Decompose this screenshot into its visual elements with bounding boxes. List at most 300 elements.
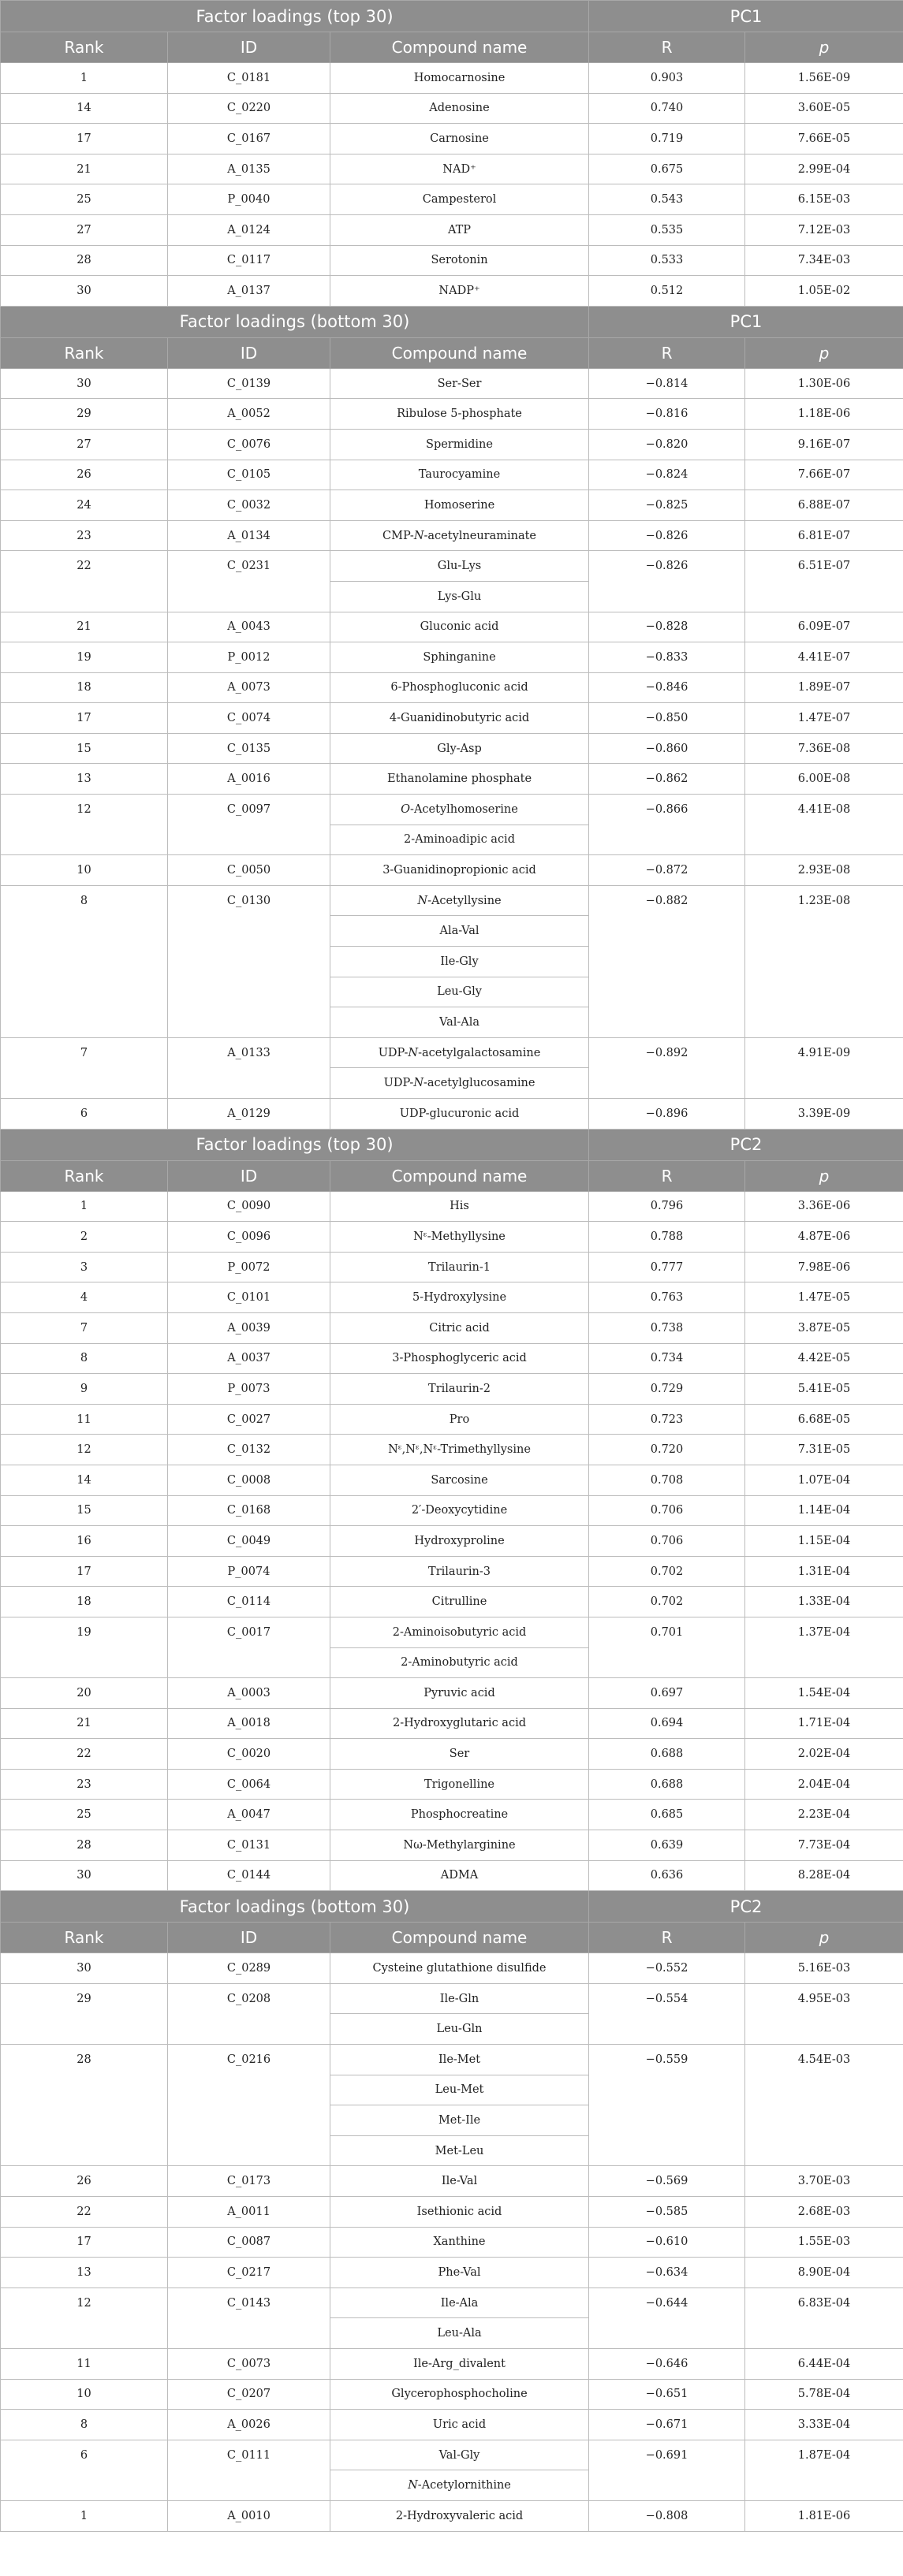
- p-value-cell: 4.54E-03: [745, 2045, 903, 2166]
- p-value-cell: 1.56E-09: [745, 63, 903, 94]
- compound-name-cell: Leu-Gln: [330, 2014, 589, 2045]
- compound-name-cell: Sarcosine: [330, 1465, 589, 1495]
- compound-name-cell: ATP: [330, 214, 589, 245]
- table-row: [1, 460, 903, 490]
- rank-cell: 6: [1, 1099, 168, 1130]
- r-value-cell: −0.651: [589, 2379, 745, 2410]
- column-header-p: p: [745, 1160, 903, 1191]
- p-value-cell: 1.30E-06: [745, 368, 903, 399]
- compound-name-cell: Phosphocreatine: [330, 1800, 589, 1830]
- column-header-name: Compound name: [330, 337, 589, 368]
- r-value-cell: 0.720: [589, 1435, 745, 1465]
- r-value-cell: −0.828: [589, 612, 745, 642]
- compound-name-cell: 6-Phosphogluconic acid: [330, 672, 589, 703]
- r-value-cell: 0.701: [589, 1617, 745, 1677]
- p-value-cell: 6.00E-08: [745, 764, 903, 795]
- r-value-cell: −0.646: [589, 2348, 745, 2379]
- table-row: [1, 2500, 903, 2531]
- id-cell: C_0050: [168, 855, 330, 886]
- compound-name-cell: Lys-Glu: [330, 581, 589, 612]
- r-value-cell: 0.706: [589, 1526, 745, 1557]
- p-value-cell: 2.99E-04: [745, 154, 903, 184]
- column-header-id: ID: [168, 1923, 330, 1953]
- compound-name-cell: Ile-Gln: [330, 1983, 589, 2014]
- p-value-cell: 3.36E-06: [745, 1191, 903, 1222]
- table-row: [1, 1495, 903, 1526]
- rank-cell: 11: [1, 1404, 168, 1435]
- rank-cell: 6: [1, 2440, 168, 2500]
- id-cell: A_0016: [168, 764, 330, 795]
- rank-cell: 15: [1, 733, 168, 764]
- table-row: [1, 2410, 903, 2440]
- p-value-cell: 6.83E-04: [745, 2288, 903, 2348]
- id-cell: C_0114: [168, 1587, 330, 1617]
- id-cell: A_0129: [168, 1099, 330, 1130]
- table-row: [1, 1404, 903, 1435]
- compound-name-cell: Nᵋ-Methyllysine: [330, 1222, 589, 1253]
- compound-name-cell: 5-Hydroxylysine: [330, 1282, 589, 1313]
- compound-name-cell: Leu-Ala: [330, 2318, 589, 2349]
- p-value-cell: 6.15E-03: [745, 184, 903, 215]
- r-value-cell: −0.833: [589, 642, 745, 673]
- p-value-cell: 3.39E-09: [745, 1099, 903, 1130]
- p-value-cell: 7.34E-03: [745, 245, 903, 276]
- id-cell: C_0132: [168, 1435, 330, 1465]
- table-row: [1, 1860, 903, 1891]
- table-row: [1, 2379, 903, 2410]
- compound-name-cell: 3-Guanidinopropionic acid: [330, 855, 589, 886]
- id-cell: C_0049: [168, 1526, 330, 1557]
- r-value-cell: 0.533: [589, 245, 745, 276]
- id-cell: C_0216: [168, 2045, 330, 2166]
- column-header-rank: Rank: [1, 1923, 168, 1953]
- r-value-cell: 0.702: [589, 1587, 745, 1617]
- p-value-cell: 6.09E-07: [745, 612, 903, 642]
- table-row: [1, 214, 903, 245]
- table-row: [1, 1587, 903, 1617]
- id-cell: C_0076: [168, 429, 330, 460]
- r-value-cell: −0.671: [589, 2410, 745, 2440]
- rank-cell: 14: [1, 1465, 168, 1495]
- r-value-cell: −0.882: [589, 885, 745, 1037]
- compound-name-cell: Ribulose 5-phosphate: [330, 399, 589, 430]
- section-title: Factor loadings (top 30): [1, 1, 589, 32]
- id-cell: A_0011: [168, 2197, 330, 2228]
- id-cell: C_0117: [168, 245, 330, 276]
- id-cell: C_0144: [168, 1860, 330, 1891]
- section-pc: PC2: [589, 1891, 903, 1923]
- compound-name-cell: Carnosine: [330, 124, 589, 154]
- compound-name-cell: 2-Aminobutyric acid: [330, 1647, 589, 1678]
- id-cell: A_0026: [168, 2410, 330, 2440]
- id-cell: C_0181: [168, 63, 330, 94]
- table-row: [1, 245, 903, 276]
- id-cell: C_0064: [168, 1769, 330, 1800]
- r-value-cell: 0.788: [589, 1222, 745, 1253]
- table-row: [1, 1830, 903, 1861]
- compound-name-cell: Trilaurin-3: [330, 1556, 589, 1587]
- column-header-rank: Rank: [1, 32, 168, 63]
- p-value-cell: 7.73E-04: [745, 1830, 903, 1861]
- p-value-cell: 5.41E-05: [745, 1374, 903, 1405]
- id-cell: C_0231: [168, 551, 330, 612]
- p-value-cell: 9.16E-07: [745, 429, 903, 460]
- compound-name-cell: Gly-Asp: [330, 733, 589, 764]
- table-row: [1, 1800, 903, 1830]
- rank-cell: 22: [1, 551, 168, 612]
- rank-cell: 17: [1, 2227, 168, 2258]
- table-row: [1, 1678, 903, 1709]
- compound-name-cell: 3-Phosphoglyceric acid: [330, 1343, 589, 1374]
- p-value-cell: 1.47E-07: [745, 703, 903, 734]
- id-cell: A_0010: [168, 2500, 330, 2531]
- section-title: Factor loadings (top 30): [1, 1129, 589, 1160]
- rank-cell: 28: [1, 245, 168, 276]
- rank-cell: 12: [1, 2288, 168, 2348]
- rank-cell: 12: [1, 795, 168, 855]
- rank-cell: 17: [1, 703, 168, 734]
- rank-cell: 9: [1, 1374, 168, 1405]
- p-value-cell: 7.66E-07: [745, 460, 903, 490]
- r-value-cell: 0.729: [589, 1374, 745, 1405]
- table-row: [1, 1708, 903, 1739]
- r-value-cell: −0.862: [589, 764, 745, 795]
- r-value-cell: 0.512: [589, 276, 745, 307]
- compound-name-cell: Ile-Met: [330, 2045, 589, 2075]
- p-value-cell: 2.02E-04: [745, 1739, 903, 1770]
- compound-name-cell: Serotonin: [330, 245, 589, 276]
- p-value-cell: 4.91E-09: [745, 1037, 903, 1098]
- table-row: [1, 1739, 903, 1770]
- r-value-cell: −0.892: [589, 1037, 745, 1098]
- column-header-row: [1, 1160, 903, 1191]
- r-value-cell: −0.872: [589, 855, 745, 886]
- column-header-row: [1, 337, 903, 368]
- rank-cell: 8: [1, 885, 168, 1037]
- id-cell: C_0111: [168, 2440, 330, 2500]
- p-value-cell: 7.12E-03: [745, 214, 903, 245]
- compound-name-cell: Phe-Val: [330, 2258, 589, 2288]
- r-value-cell: −0.860: [589, 733, 745, 764]
- rank-cell: 24: [1, 490, 168, 521]
- id-cell: C_0105: [168, 460, 330, 490]
- compound-name-cell: Ile-Ala: [330, 2288, 589, 2318]
- table-row: [1, 1252, 903, 1282]
- compound-name-cell: Spermidine: [330, 429, 589, 460]
- compound-name-cell: UDP-N-acetylglucosamine: [330, 1068, 589, 1099]
- p-value-cell: 1.07E-04: [745, 1465, 903, 1495]
- p-value-cell: 5.16E-03: [745, 1953, 903, 1984]
- id-cell: A_0039: [168, 1312, 330, 1343]
- rank-cell: 28: [1, 2045, 168, 2166]
- p-value-cell: 8.90E-04: [745, 2258, 903, 2288]
- r-value-cell: −0.808: [589, 2500, 745, 2531]
- rank-cell: 23: [1, 520, 168, 551]
- rank-cell: 19: [1, 642, 168, 673]
- p-value-cell: 1.37E-04: [745, 1617, 903, 1677]
- r-value-cell: −0.644: [589, 2288, 745, 2348]
- table-row: [1, 1374, 903, 1405]
- id-cell: A_0043: [168, 612, 330, 642]
- compound-name-cell: Ethanolamine phosphate: [330, 764, 589, 795]
- rank-cell: 20: [1, 1678, 168, 1709]
- compound-name-cell: Trilaurin-1: [330, 1252, 589, 1282]
- p-value-cell: 1.05E-02: [745, 276, 903, 307]
- column-header-p: p: [745, 32, 903, 63]
- p-value-cell: 3.87E-05: [745, 1312, 903, 1343]
- r-value-cell: 0.694: [589, 1708, 745, 1739]
- rank-cell: 29: [1, 399, 168, 430]
- id-cell: C_0097: [168, 795, 330, 855]
- column-header-id: ID: [168, 32, 330, 63]
- section-pc: PC1: [589, 306, 903, 337]
- column-header-name: Compound name: [330, 1160, 589, 1191]
- compound-name-cell: Val-Gly: [330, 2440, 589, 2470]
- rank-cell: 2: [1, 1222, 168, 1253]
- rank-cell: 1: [1, 63, 168, 94]
- p-value-cell: 1.14E-04: [745, 1495, 903, 1526]
- column-header-id: ID: [168, 337, 330, 368]
- table-row: [1, 2440, 903, 2470]
- p-value-cell: 1.89E-07: [745, 672, 903, 703]
- column-header-row: [1, 1923, 903, 1953]
- rank-cell: 8: [1, 1343, 168, 1374]
- id-cell: P_0072: [168, 1252, 330, 1282]
- table-row: [1, 672, 903, 703]
- id-cell: A_0052: [168, 399, 330, 430]
- table-row: [1, 885, 903, 916]
- table-row: [1, 1983, 903, 2014]
- r-value-cell: 0.706: [589, 1495, 745, 1526]
- compound-name-cell: Nω-Methylarginine: [330, 1830, 589, 1861]
- table-row: [1, 154, 903, 184]
- r-value-cell: −0.846: [589, 672, 745, 703]
- table-row: [1, 399, 903, 430]
- r-value-cell: −0.826: [589, 520, 745, 551]
- compound-name-cell: 4-Guanidinobutyric acid: [330, 703, 589, 734]
- table-row: [1, 2045, 903, 2075]
- r-value-cell: −0.634: [589, 2258, 745, 2288]
- id-cell: C_0207: [168, 2379, 330, 2410]
- id-cell: C_0090: [168, 1191, 330, 1222]
- p-value-cell: 1.55E-03: [745, 2227, 903, 2258]
- compound-name-cell: Hydroxyproline: [330, 1526, 589, 1557]
- compound-name-cell: NAD⁺: [330, 154, 589, 184]
- compound-name-cell: Citrulline: [330, 1587, 589, 1617]
- compound-name-cell: Ala-Val: [330, 916, 589, 947]
- rank-cell: 22: [1, 1739, 168, 1770]
- p-value-cell: 6.68E-05: [745, 1404, 903, 1435]
- compound-name-cell: CMP-N-acetylneuraminate: [330, 520, 589, 551]
- id-cell: C_0168: [168, 1495, 330, 1526]
- rank-cell: 13: [1, 764, 168, 795]
- table-row: [1, 795, 903, 825]
- p-value-cell: 1.23E-08: [745, 885, 903, 1037]
- p-value-cell: 4.41E-07: [745, 642, 903, 673]
- column-header-r: R: [589, 337, 745, 368]
- r-value-cell: 0.777: [589, 1252, 745, 1282]
- table-row: [1, 1435, 903, 1465]
- table-row: [1, 551, 903, 582]
- compound-name-cell: Adenosine: [330, 93, 589, 124]
- table-row: [1, 2288, 903, 2318]
- compound-name-cell: N-Acetyllysine: [330, 885, 589, 916]
- r-value-cell: −0.896: [589, 1099, 745, 1130]
- table-row: [1, 1037, 903, 1068]
- r-value-cell: −0.569: [589, 2166, 745, 2197]
- compound-name-cell: Ile-Gly: [330, 947, 589, 977]
- compound-name-cell: Pyruvic acid: [330, 1678, 589, 1709]
- p-value-cell: 4.87E-06: [745, 1222, 903, 1253]
- rank-cell: 22: [1, 2197, 168, 2228]
- id-cell: C_0143: [168, 2288, 330, 2348]
- section-title: Factor loadings (bottom 30): [1, 1891, 589, 1923]
- r-value-cell: −0.552: [589, 1953, 745, 1984]
- id-cell: C_0208: [168, 1983, 330, 2044]
- rank-cell: 17: [1, 124, 168, 154]
- p-value-cell: 3.33E-04: [745, 2410, 903, 2440]
- id-cell: C_0167: [168, 124, 330, 154]
- id-cell: C_0130: [168, 885, 330, 1037]
- rank-cell: 27: [1, 214, 168, 245]
- compound-name-cell: Uric acid: [330, 2410, 589, 2440]
- p-value-cell: 7.98E-06: [745, 1252, 903, 1282]
- compound-name-cell: UDP-glucuronic acid: [330, 1099, 589, 1130]
- table-row: [1, 1191, 903, 1222]
- rank-cell: 10: [1, 855, 168, 886]
- table-row: [1, 368, 903, 399]
- column-header-id: ID: [168, 1160, 330, 1191]
- rank-cell: 17: [1, 1556, 168, 1587]
- r-value-cell: −0.826: [589, 551, 745, 612]
- p-value-cell: 7.66E-05: [745, 124, 903, 154]
- id-cell: C_0096: [168, 1222, 330, 1253]
- compound-name-cell: Ser-Ser: [330, 368, 589, 399]
- rank-cell: 1: [1, 2500, 168, 2531]
- table-row: [1, 1953, 903, 1984]
- compound-name-cell: His: [330, 1191, 589, 1222]
- rank-cell: 29: [1, 1983, 168, 2044]
- p-value-cell: 8.28E-04: [745, 1860, 903, 1891]
- rank-cell: 23: [1, 1769, 168, 1800]
- compound-name-cell: Ser: [330, 1739, 589, 1770]
- table-row: [1, 2258, 903, 2288]
- p-value-cell: 3.70E-03: [745, 2166, 903, 2197]
- section-header: [1, 1129, 903, 1160]
- id-cell: A_0124: [168, 214, 330, 245]
- p-value-cell: 6.51E-07: [745, 551, 903, 612]
- compound-name-cell: Glycerophosphocholine: [330, 2379, 589, 2410]
- r-value-cell: −0.554: [589, 1983, 745, 2044]
- rank-cell: 12: [1, 1435, 168, 1465]
- r-value-cell: 0.688: [589, 1769, 745, 1800]
- p-value-cell: 2.68E-03: [745, 2197, 903, 2228]
- compound-name-cell: 2-Aminoadipic acid: [330, 825, 589, 855]
- id-cell: C_0017: [168, 1617, 330, 1677]
- rank-cell: 25: [1, 184, 168, 215]
- p-value-cell: 6.88E-07: [745, 490, 903, 521]
- compound-name-cell: Nᵋ,Nᵋ,Nᵋ-Trimethyllysine: [330, 1435, 589, 1465]
- id-cell: C_0217: [168, 2258, 330, 2288]
- p-value-cell: 3.60E-05: [745, 93, 903, 124]
- table-row: [1, 612, 903, 642]
- section-header: [1, 306, 903, 337]
- section-header: [1, 1891, 903, 1923]
- compound-name-cell: Taurocyamine: [330, 460, 589, 490]
- p-value-cell: 2.23E-04: [745, 1800, 903, 1830]
- rank-cell: 10: [1, 2379, 168, 2410]
- section-title: Factor loadings (bottom 30): [1, 306, 589, 337]
- r-value-cell: −0.866: [589, 795, 745, 855]
- section-pc: PC2: [589, 1129, 903, 1160]
- table-row: [1, 184, 903, 215]
- p-value-cell: 1.47E-05: [745, 1282, 903, 1313]
- r-value-cell: 0.685: [589, 1800, 745, 1830]
- compound-name-cell: Trilaurin-2: [330, 1374, 589, 1405]
- rank-cell: 21: [1, 1708, 168, 1739]
- r-value-cell: 0.740: [589, 93, 745, 124]
- table-row: [1, 1526, 903, 1557]
- column-header-p: p: [745, 1923, 903, 1953]
- r-value-cell: −0.825: [589, 490, 745, 521]
- table-row: [1, 1556, 903, 1587]
- table-row: [1, 1222, 903, 1253]
- compound-name-cell: NADP⁺: [330, 276, 589, 307]
- p-value-cell: 1.87E-04: [745, 2440, 903, 2500]
- r-value-cell: 0.702: [589, 1556, 745, 1587]
- column-header-r: R: [589, 1160, 745, 1191]
- table-row: [1, 1312, 903, 1343]
- table-row: [1, 733, 903, 764]
- id-cell: C_0101: [168, 1282, 330, 1313]
- compound-name-cell: Met-Leu: [330, 2135, 589, 2166]
- r-value-cell: 0.903: [589, 63, 745, 94]
- r-value-cell: 0.535: [589, 214, 745, 245]
- table-row: [1, 2166, 903, 2197]
- column-header-rank: Rank: [1, 1160, 168, 1191]
- r-value-cell: −0.559: [589, 2045, 745, 2166]
- p-value-cell: 6.81E-07: [745, 520, 903, 551]
- compound-name-cell: N-Acetylornithine: [330, 2470, 589, 2501]
- p-value-cell: 1.31E-04: [745, 1556, 903, 1587]
- id-cell: C_0074: [168, 703, 330, 734]
- rank-cell: 28: [1, 1830, 168, 1861]
- r-value-cell: 0.543: [589, 184, 745, 215]
- id-cell: A_0135: [168, 154, 330, 184]
- compound-name-cell: 2′-Deoxycytidine: [330, 1495, 589, 1526]
- r-value-cell: 0.675: [589, 154, 745, 184]
- id-cell: C_0220: [168, 93, 330, 124]
- id-cell: A_0047: [168, 1800, 330, 1830]
- p-value-cell: 7.36E-08: [745, 733, 903, 764]
- p-value-cell: 1.15E-04: [745, 1526, 903, 1557]
- compound-name-cell: Leu-Met: [330, 2075, 589, 2105]
- table-row: [1, 93, 903, 124]
- column-header-r: R: [589, 32, 745, 63]
- table-row: [1, 1465, 903, 1495]
- compound-name-cell: Leu-Gly: [330, 977, 589, 1007]
- id-cell: A_0003: [168, 1678, 330, 1709]
- table-row: [1, 2227, 903, 2258]
- column-header-rank: Rank: [1, 337, 168, 368]
- rank-cell: 3: [1, 1252, 168, 1282]
- column-header-name: Compound name: [330, 1923, 589, 1953]
- rank-cell: 16: [1, 1526, 168, 1557]
- id-cell: P_0073: [168, 1374, 330, 1405]
- column-header-p: p: [745, 337, 903, 368]
- compound-name-cell: Trigonelline: [330, 1769, 589, 1800]
- rank-cell: 14: [1, 93, 168, 124]
